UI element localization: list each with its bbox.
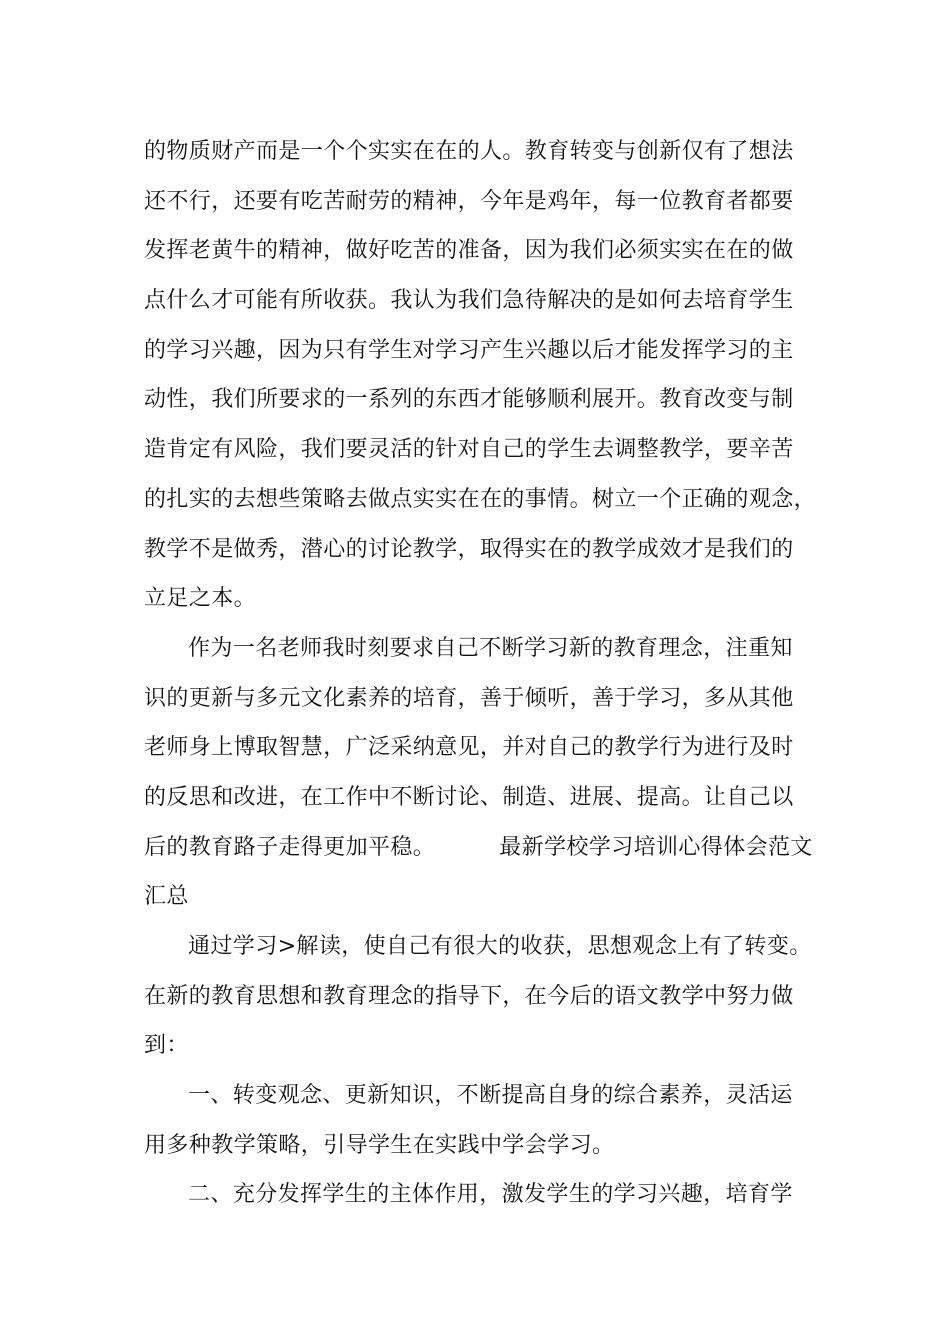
text-line: 老师身上博取智慧，广泛采纳意见，并对自己的教学行为进行及时	[144, 735, 794, 761]
text-line: 点什么才可能有所收获。我认为我们急待解决的是如何去培育学生	[144, 288, 794, 314]
text-line: 发挥老黄牛的精神，做好吃苦的准备，因为我们必须实实在在的做	[144, 238, 794, 264]
text-line: 的扎实的去想些策略去做点实实在在的事情。树立一个正确的观念，	[144, 486, 817, 512]
text-line: 到：	[144, 1033, 189, 1059]
section-heading: 最新学校学习培训心得体会范文	[499, 834, 813, 860]
text-line: 的反思和改进，在工作中不断讨论、制造、进展、提高。让自己以	[144, 784, 794, 810]
text-line: 作为一名老师我时刻要求自己不断学习新的教育理念，注重知	[188, 635, 793, 661]
text-line: 用多种教学策略，引导学生在实践中学会学习。	[144, 1132, 615, 1158]
text-line: 动性，我们所要求的一系列的东西才能够顺利展开。教育改变与制	[144, 387, 794, 413]
text-line: 造肯定有风险，我们要灵活的针对自己的学生去调整教学，要辛苦	[144, 437, 794, 463]
document-body	[144, 127, 834, 1220]
text-line: 识的更新与多元文化素养的培育，善于倾听，善于学习，多从其他	[144, 685, 794, 711]
text-line: 在新的教育思想和教育理念的指导下，在今后的语文教学中努力做	[144, 983, 794, 1009]
text-line: 还不行，还要有吃苦耐劳的精神，今年是鸡年，每一位教育者都要	[144, 188, 794, 214]
text-line: 立足之本。	[144, 586, 257, 612]
text-line: 的物质财产而是一个个实实在在的人。教育转变与创新仅有了想法	[144, 139, 794, 164]
text-line: 通过学习>解读，使自己有很大的收获，思想观念上有了转变。	[188, 934, 812, 959]
text-line: 教学不是做秀，潜心的讨论教学，取得实在的教学成效才是我们的	[144, 536, 794, 562]
text-line-with-heading	[144, 823, 834, 873]
text-line: 一、转变观念、更新知识，不断提高自身的综合素养，灵活运	[188, 1083, 793, 1109]
text-line: 二、充分发挥学生的主体作用，激发学生的学习兴趣，培育学	[188, 1182, 793, 1208]
section-heading-continuation: 汇总	[144, 884, 189, 910]
text-line: 后的教育路子走得更加平稳。	[144, 834, 436, 860]
text-line: 的学习兴趣，因为只有学生对学习产生兴趣以后才能发挥学习的主	[144, 337, 794, 363]
